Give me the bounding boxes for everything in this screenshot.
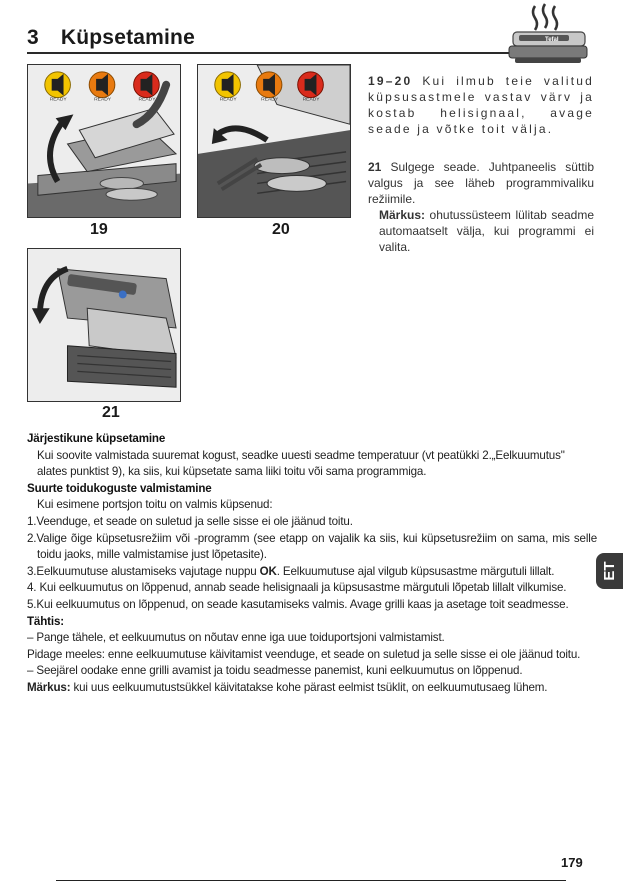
ready-indicator: READY (261, 97, 279, 103)
step-19-20 (368, 73, 594, 137)
note-label: Märkus: (379, 208, 426, 222)
footer-rule (56, 880, 566, 881)
page-number: 179 (561, 855, 583, 870)
language-tab: ET (596, 553, 623, 589)
paragraph: – Pange tähele, et eelkuumutus on nõutav enne iga uue toiduportsjoni valmistamist. (27, 631, 445, 645)
figure-number: 21 (102, 404, 120, 421)
ready-indicator: READY (302, 97, 320, 103)
body-text (27, 431, 597, 697)
list-item: 4. Kui eelkuumutus on lõppenud, annab seade helisignaali ja küpsusastme märgutuli lõpetab lillalt vilkumise. (27, 581, 567, 595)
step-number: 21 (368, 160, 382, 174)
brand-logo: Tefal (545, 37, 559, 43)
step-text: Kui ilmub teie valitud küpsusastmele vastav värv ja kostab helisignaal, avage seade ja võtke toit välja. (368, 74, 594, 136)
paragraph: Pidage meeles: enne eelkuumutuse käivitamist veenduge, et seade on suletud ja selle sisse ei ole jäänud toitu. (27, 647, 581, 661)
header-rule (27, 52, 587, 54)
step-text: Sulgege seade. Juhtpaneelis süttib valgus ja see läheb programmivaliku režiimile. (368, 160, 594, 206)
step-number: 19–20 (368, 74, 413, 88)
grill-icon (505, 2, 591, 66)
list-item: 1.Veenduge, et seade on suletud ja selle sisse ei ole jäänud toitu. (27, 514, 353, 528)
paragraph: Märkus: kui uus eelkuumutustsükkel käivitatakse kohe pärast eelmist tsüklit, on eelkuumutusaeg lühem. (27, 680, 548, 694)
section-title: Suurte toidukoguste valmistamine (27, 481, 212, 495)
paragraph: Kui esimene portsjon toitu on valmis küpsenud: (37, 498, 273, 512)
section-title: Tähtis: (27, 614, 64, 628)
ready-indicator: READY (94, 97, 112, 103)
list-item: 2.Valige õige küpsetusrežiim või -programm (see etapp on vajalik ka siis, kui küpsetusrežiim on sama, mis selle toidu jaoks, mille valmistamise just lõpetasite). (27, 531, 597, 562)
ready-indicator: READY (138, 97, 156, 103)
chapter-title: Küpsetamine (60, 26, 195, 49)
section-title: Järjestikune küpsetamine (27, 432, 166, 445)
figure-21 (27, 248, 181, 402)
figure-number: 20 (272, 221, 290, 238)
figure-19 (27, 64, 181, 218)
figure-20 (197, 64, 351, 218)
paragraph: – Seejärel oodake enne grilli avamist ja toidu seadmesse panemist, kuni eelkuumutus on lõppenud. (27, 664, 523, 678)
chapter-heading (27, 26, 195, 50)
ready-indicator: READY (219, 97, 237, 103)
note-text: ohutussüsteem lülitab seadme automaatselt välja, kui programmi ei valita. (379, 208, 595, 254)
chapter-number: 3 (27, 26, 39, 49)
step-21 (368, 159, 594, 255)
figure-number: 19 (90, 221, 108, 238)
list-item: 3.Eelkuumutuse alustamiseks vajutage nuppu OK. Eelkuumutuse ajal vilgub küpsusastme märgutuli lillalt. (27, 564, 555, 578)
ready-indicator: READY (49, 97, 67, 103)
list-item: 5.Kui eelkuumutus on lõppenud, on seade kasutamiseks valmis. Avage grilli kaas ja asetage toit seadmesse. (27, 597, 569, 611)
paragraph: Kui soovite valmistada suuremat kogust, seadke uuesti seadme temperatuur (vt peatükki 2.„Eelkuumutus" alates punktist 9), ka siis, kui küpsetate sama liiki toitu või sama programmiga. (37, 448, 565, 479)
